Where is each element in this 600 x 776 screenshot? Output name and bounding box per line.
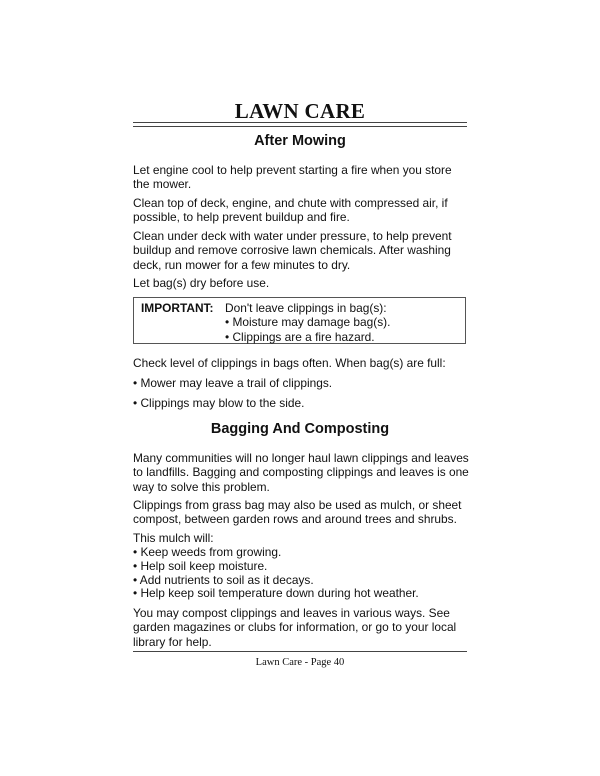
- paragraph-engine-cool: Let engine cool to help prevent starting a fire when you store the mower.: [133, 163, 452, 192]
- list-item: • Add nutrients to soil as it decays.: [133, 572, 314, 587]
- title-rule-top: [133, 122, 467, 123]
- paragraph-clean-top: Clean top of deck, engine, and chute with compressed air, if possible, to help prevent buildup and fire.: [133, 196, 448, 225]
- paragraph-check-level: Check level of clippings in bags often. When bag(s) are full:: [133, 356, 446, 370]
- paragraph-communities: Many communities will no longer haul lawn clippings and leaves to landfills. Bagging and composting clippings and leaves is one way to solve this problem.: [133, 451, 469, 494]
- list-item: • Help soil keep moisture.: [133, 558, 268, 573]
- important-line: Don't leave clippings in bag(s):: [225, 301, 387, 315]
- paragraph-bag-dry: Let bag(s) dry before use.: [133, 276, 270, 290]
- important-line: • Moisture may damage bag(s).: [225, 315, 391, 330]
- section-heading-bagging: Bagging And Composting: [210, 421, 390, 437]
- section-heading-after-mowing: After Mowing: [254, 133, 346, 149]
- paragraph-clean-under: Clean under deck with water under pressure, to help prevent buildup and remove corrosive lawn chemicals. After washing deck, run mower for a few minutes to dry.: [133, 229, 452, 272]
- important-line: • Clippings are a fire hazard.: [225, 329, 375, 344]
- list-item: • Mower may leave a trail of clippings.: [133, 376, 333, 390]
- important-lines: [225, 301, 390, 344]
- paragraph-mulch: Clippings from grass bag may also be used as mulch, or sheet compost, between garden rows and around trees and shrubs.: [133, 498, 462, 527]
- list-item: • Help keep soil temperature down during hot weather.: [133, 586, 419, 601]
- page-title: LAWN CARE: [234, 99, 366, 123]
- title-rule-bottom: [133, 126, 467, 127]
- list-item: • Keep weeds from growing.: [133, 545, 282, 559]
- footer-rule: [133, 651, 467, 652]
- list-item: • Clippings may blow to the side.: [133, 396, 305, 410]
- paragraph-this-mulch: This mulch will:: [133, 531, 214, 545]
- mulch-benefits-list: [133, 546, 469, 601]
- important-label: IMPORTANT:: [141, 301, 214, 315]
- paragraph-compost: You may compost clippings and leaves in various ways. See garden magazines or clubs for information, or go to your local library for help.: [133, 606, 457, 649]
- page-footer: Lawn Care - Page 40: [255, 657, 345, 668]
- important-notice-box: [133, 297, 466, 344]
